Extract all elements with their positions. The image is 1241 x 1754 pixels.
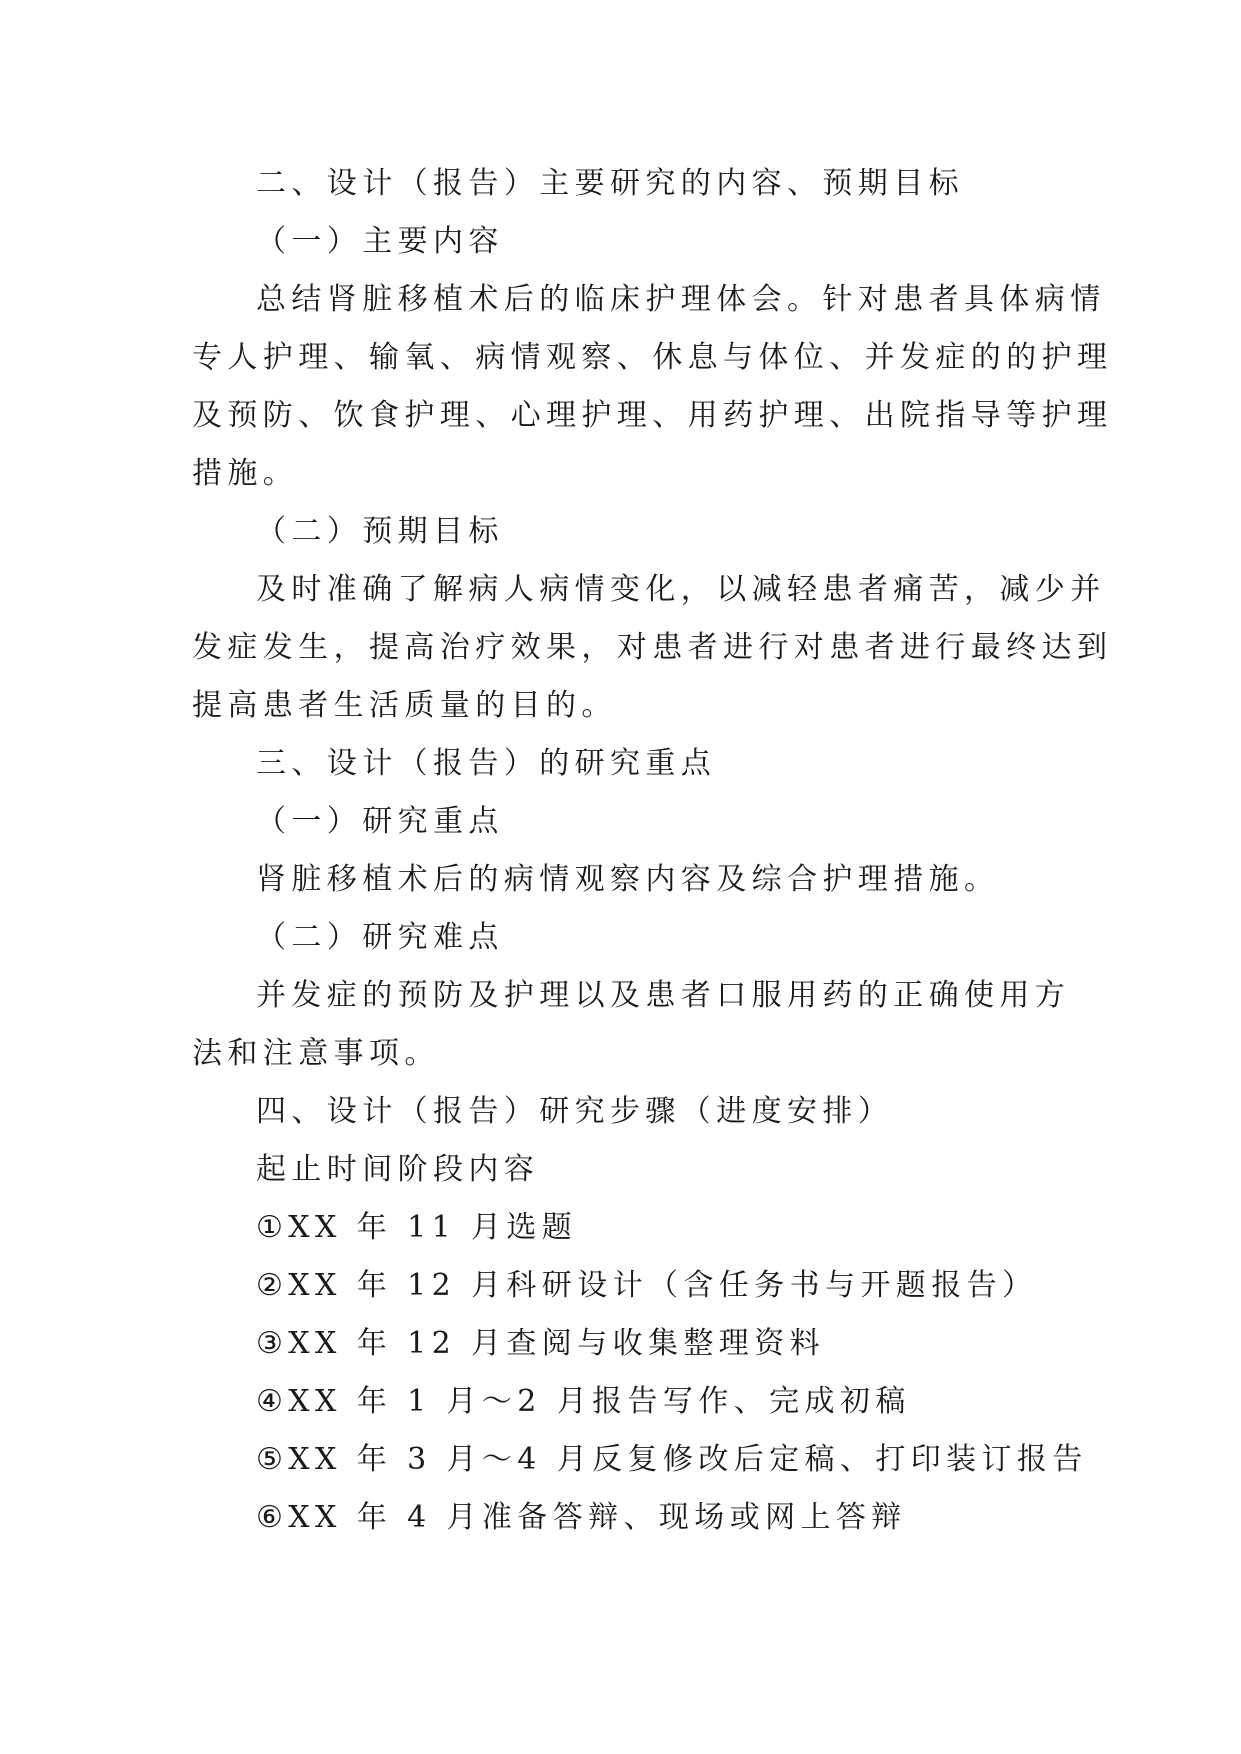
schedule-item: ①XX 年 11 月选题 (256, 1210, 578, 1245)
paragraph-line: 发症发生，提高治疗效果，对患者进行对患者进行最终达到 (192, 630, 1113, 665)
schedule-item: ③XX 年 12 月查阅与收集整理资料 (256, 1326, 825, 1361)
schedule-item: ⑤XX 年 3 月～4 月反复修改后定稿、打印装订报告 (256, 1442, 1088, 1477)
section-heading-2: 二、设计（报告）主要研究的内容、预期目标 (256, 166, 964, 201)
paragraph-line: 及时准确了解病人病情变化，以减轻患者痛苦，减少并 (256, 572, 1106, 607)
paragraph-line: 肾脏移植术后的病情观察内容及综合护理措施。 (256, 862, 1000, 897)
subheading-research-focus: （一）研究重点 (256, 804, 504, 839)
schedule-item: ⑥XX 年 4 月准备答辩、现场或网上答辩 (256, 1500, 907, 1535)
paragraph-line: 并发症的预防及护理以及患者口服用药的正确使用方 (256, 978, 1071, 1013)
section-heading-4: 四、设计（报告）研究步骤（进度安排） (256, 1094, 894, 1129)
subheading-expected-goals: （二）预期目标 (256, 514, 504, 549)
paragraph-line: 专人护理、输氧、病情观察、休息与体位、并发症的的护理 (192, 340, 1113, 375)
schedule-item: ④XX 年 1 月～2 月报告写作、完成初稿 (256, 1384, 911, 1419)
schedule-item: ②XX 年 12 月科研设计（含任务书与开题报告） (256, 1268, 1038, 1303)
paragraph-line: 提高患者生活质量的目的。 (192, 688, 617, 723)
subheading-research-difficulty: （二）研究难点 (256, 920, 504, 955)
schedule-header: 起止时间阶段内容 (256, 1152, 540, 1187)
subheading-main-content: （一）主要内容 (256, 224, 504, 259)
paragraph-line: 措施。 (192, 456, 299, 491)
section-heading-3: 三、设计（报告）的研究重点 (256, 746, 717, 781)
paragraph-line: 法和注意事项。 (192, 1036, 440, 1071)
paragraph-line: 及预防、饮食护理、心理护理、用药护理、出院指导等护理 (192, 398, 1113, 433)
paragraph-line: 总结肾脏移植术后的临床护理体会。针对患者具体病情 (256, 282, 1106, 317)
